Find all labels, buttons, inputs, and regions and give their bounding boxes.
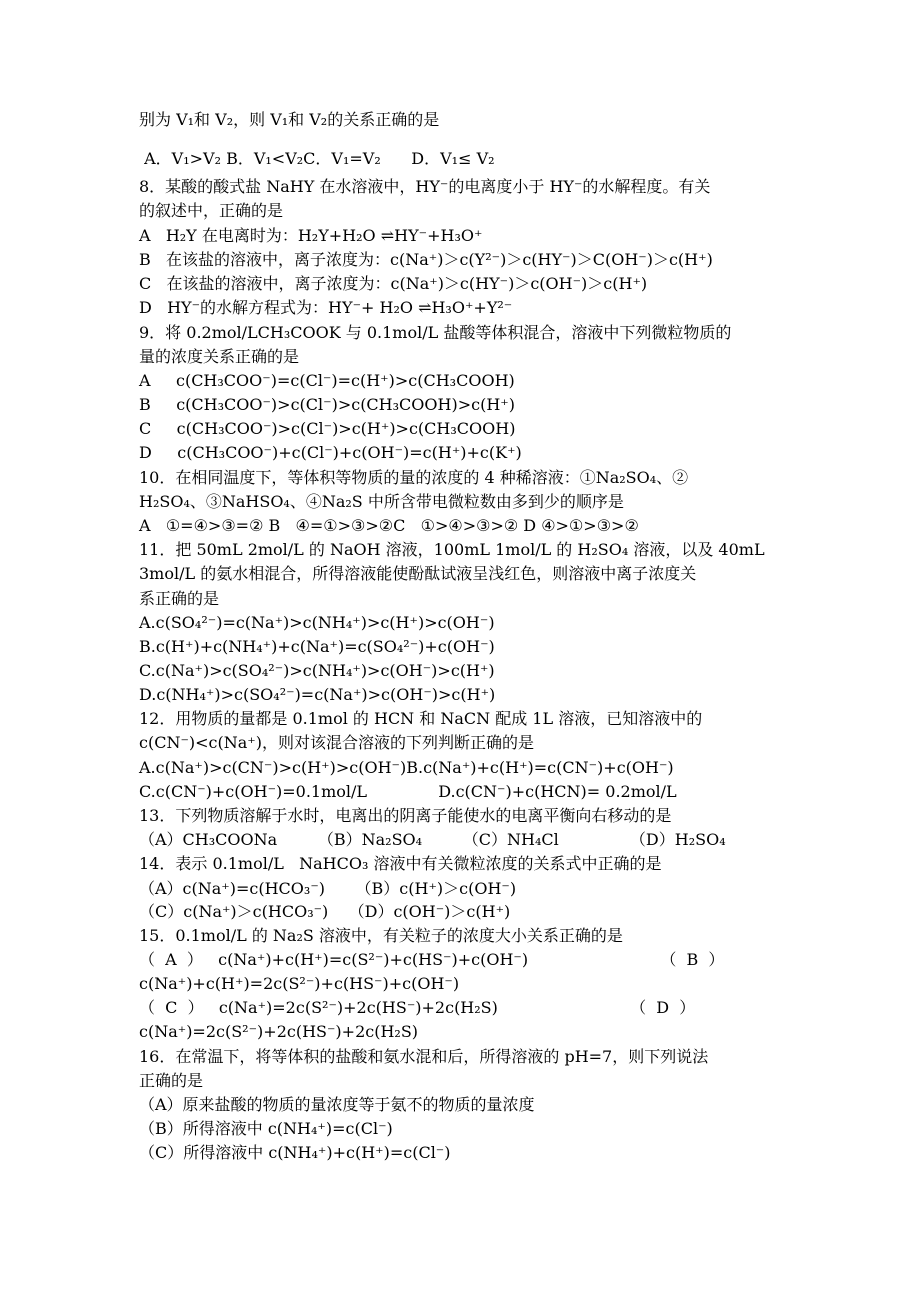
text-line: B c(CH₃COO⁻)>c(Cl⁻)>c(CH₃COOH)>c(H⁺)	[139, 395, 515, 414]
text-line: 的叙述中，正确的是	[139, 201, 284, 220]
text-line: （A）c(Na⁺)=c(HCO₃⁻) （B）c(H⁺)＞c(OH⁻)	[139, 879, 517, 898]
text-line: （C）所得溶液中 c(NH₄⁺)+c(H⁺)=c(Cl⁻)	[139, 1143, 451, 1162]
text-line: C.c(CN⁻)+c(OH⁻)=0.1mol/L D.c(CN⁻)+c(HCN)= 0.2mol/L	[139, 782, 677, 801]
text-line: A ①=④>③=② B ④=①>③>②C ①>④>③>② D ④>①>③>②	[139, 516, 639, 535]
text-line: （ A ） c(Na⁺)+c(H⁺)=c(S²⁻)+c(HS⁻)+c(OH⁻) （ B ）	[139, 950, 725, 969]
text-line: 别为 V₁和 V₂，则 V₁和 V₂的关系正确的是	[139, 110, 440, 129]
text-line: C.c(Na⁺)>c(SO₄²⁻)>c(NH₄⁺)>c(OH⁻)>c(H⁺)	[139, 661, 495, 680]
text-line: C 在该盐的溶液中，离子浓度为：c(Na⁺)＞c(HY⁻)＞c(OH⁻)＞c(H⁺)	[139, 274, 648, 293]
text-line: c(Na⁺)+c(H⁺)=2c(S²⁻)+c(HS⁻)+c(OH⁻)	[139, 974, 460, 993]
text-line: 9．将 0.2mol/LCH₃COOK 与 0.1mol/L 盐酸等体积混合，溶液中下列微粒物质的	[139, 323, 732, 342]
text-line: 14．表示 0.1mol/L NaHCO₃ 溶液中有关微粒浓度的关系式中正确的是	[139, 854, 662, 873]
text-line: A H₂Y 在电离时为：H₂Y+H₂O ⇌HY⁻+H₃O⁺	[139, 226, 483, 245]
text-line: （A）原来盐酸的物质的量浓度等于氨不的物质的量浓度	[139, 1095, 535, 1114]
text-line: D.c(NH₄⁺)>c(SO₄²⁻)=c(Na⁺)>c(OH⁻)>c(H⁺)	[139, 685, 496, 704]
text-line: D HY⁻的水解方程式为：HY⁻+ H₂O ⇌H₃O⁺+Y²⁻	[139, 298, 513, 317]
text-line: 16．在常温下，将等体积的盐酸和氨水混和后，所得溶液的 pH=7，则下列说法	[139, 1047, 709, 1066]
text-line: （B）所得溶液中 c(NH₄⁺)=c(Cl⁻)	[139, 1119, 393, 1138]
text-line: A c(CH₃COO⁻)=c(Cl⁻)=c(H⁺)>c(CH₃COOH)	[139, 371, 515, 390]
text-line: 15．0.1mol/L 的 Na₂S 溶液中，有关粒子的浓度大小关系正确的是	[139, 926, 623, 945]
text-line: B 在该盐的溶液中，离子浓度为：c(Na⁺)＞c(Y²⁻)＞c(HY⁻)＞C(OH⁻)＞c(H⁺)	[139, 250, 713, 269]
text-line: B.c(H⁺)+c(NH₄⁺)+c(Na⁺)=c(SO₄²⁻)+c(OH⁻)	[139, 637, 495, 656]
text-line: 正确的是	[139, 1071, 204, 1090]
text-line: C c(CH₃COO⁻)>c(Cl⁻)>c(H⁺)>c(CH₃COOH)	[139, 419, 516, 438]
text-line: （ C ） c(Na⁺)=2c(S²⁻)+2c(HS⁻)+2c(H₂S) （ D ）	[139, 998, 696, 1017]
text-line: （A）CH₃COONa （B）Na₂SO₄ （C）NH₄Cl （D）H₂SO₄	[139, 830, 726, 849]
text-line: （C）c(Na⁺)＞c(HCO₃⁻) （D）c(OH⁻)＞c(H⁺)	[139, 902, 511, 921]
text-line: 8．某酸的酸式盐 NaHY 在水溶液中，HY⁻的电离度小于 HY⁻的水解程度。有关	[139, 177, 711, 196]
text-line: 系正确的是	[139, 589, 220, 608]
text-line: D c(CH₃COO⁻)+c(Cl⁻)+c(OH⁻)=c(H⁺)+c(K⁺)	[139, 443, 522, 462]
text-line: 12．用物质的量都是 0.1mol 的 HCN 和 NaCN 配成 1L 溶液，已知溶液中的	[139, 709, 703, 728]
text-line: 量的浓度关系正确的是	[139, 347, 300, 366]
text-line: A．V₁>V₂ B．V₁<V₂C．V₁=V₂ D．V₁≤ V₂	[139, 149, 495, 168]
text-line: 3mol/L 的氨水相混合，所得溶液能使酚酞试液呈浅红色，则溶液中离子浓度关	[139, 564, 697, 583]
text-line: c(Na⁺)=2c(S²⁻)+2c(HS⁻)+2c(H₂S)	[139, 1022, 419, 1041]
text-line: c(CN⁻)<c(Na⁺)，则对该混合溶液的下列判断正确的是	[139, 733, 534, 752]
text-line: H₂SO₄、③NaHSO₄、④Na₂S 中所含带电微粒数由多到少的顺序是	[139, 492, 624, 511]
text-line: 13．下列物质溶解于水时，电离出的阴离子能使水的电离平衡向右移动的是	[139, 806, 672, 825]
text-line: A.c(Na⁺)>c(CN⁻)>c(H⁺)>c(OH⁻)B.c(Na⁺)+c(H⁺)=c(CN⁻)+c(OH⁻)	[139, 758, 674, 777]
text-line: 11．把 50mL 2mol/L 的 NaOH 溶液，100mL 1mol/L 的 H₂SO₄ 溶液，以及 40mL	[139, 540, 765, 559]
text-line: 10．在相同温度下，等体积等物质的量的浓度的 4 种稀溶液：①Na₂SO₄、②	[139, 468, 689, 487]
text-line: A.c(SO₄²⁻)=c(Na⁺)>c(NH₄⁺)>c(H⁺)>c(OH⁻)	[139, 613, 495, 632]
